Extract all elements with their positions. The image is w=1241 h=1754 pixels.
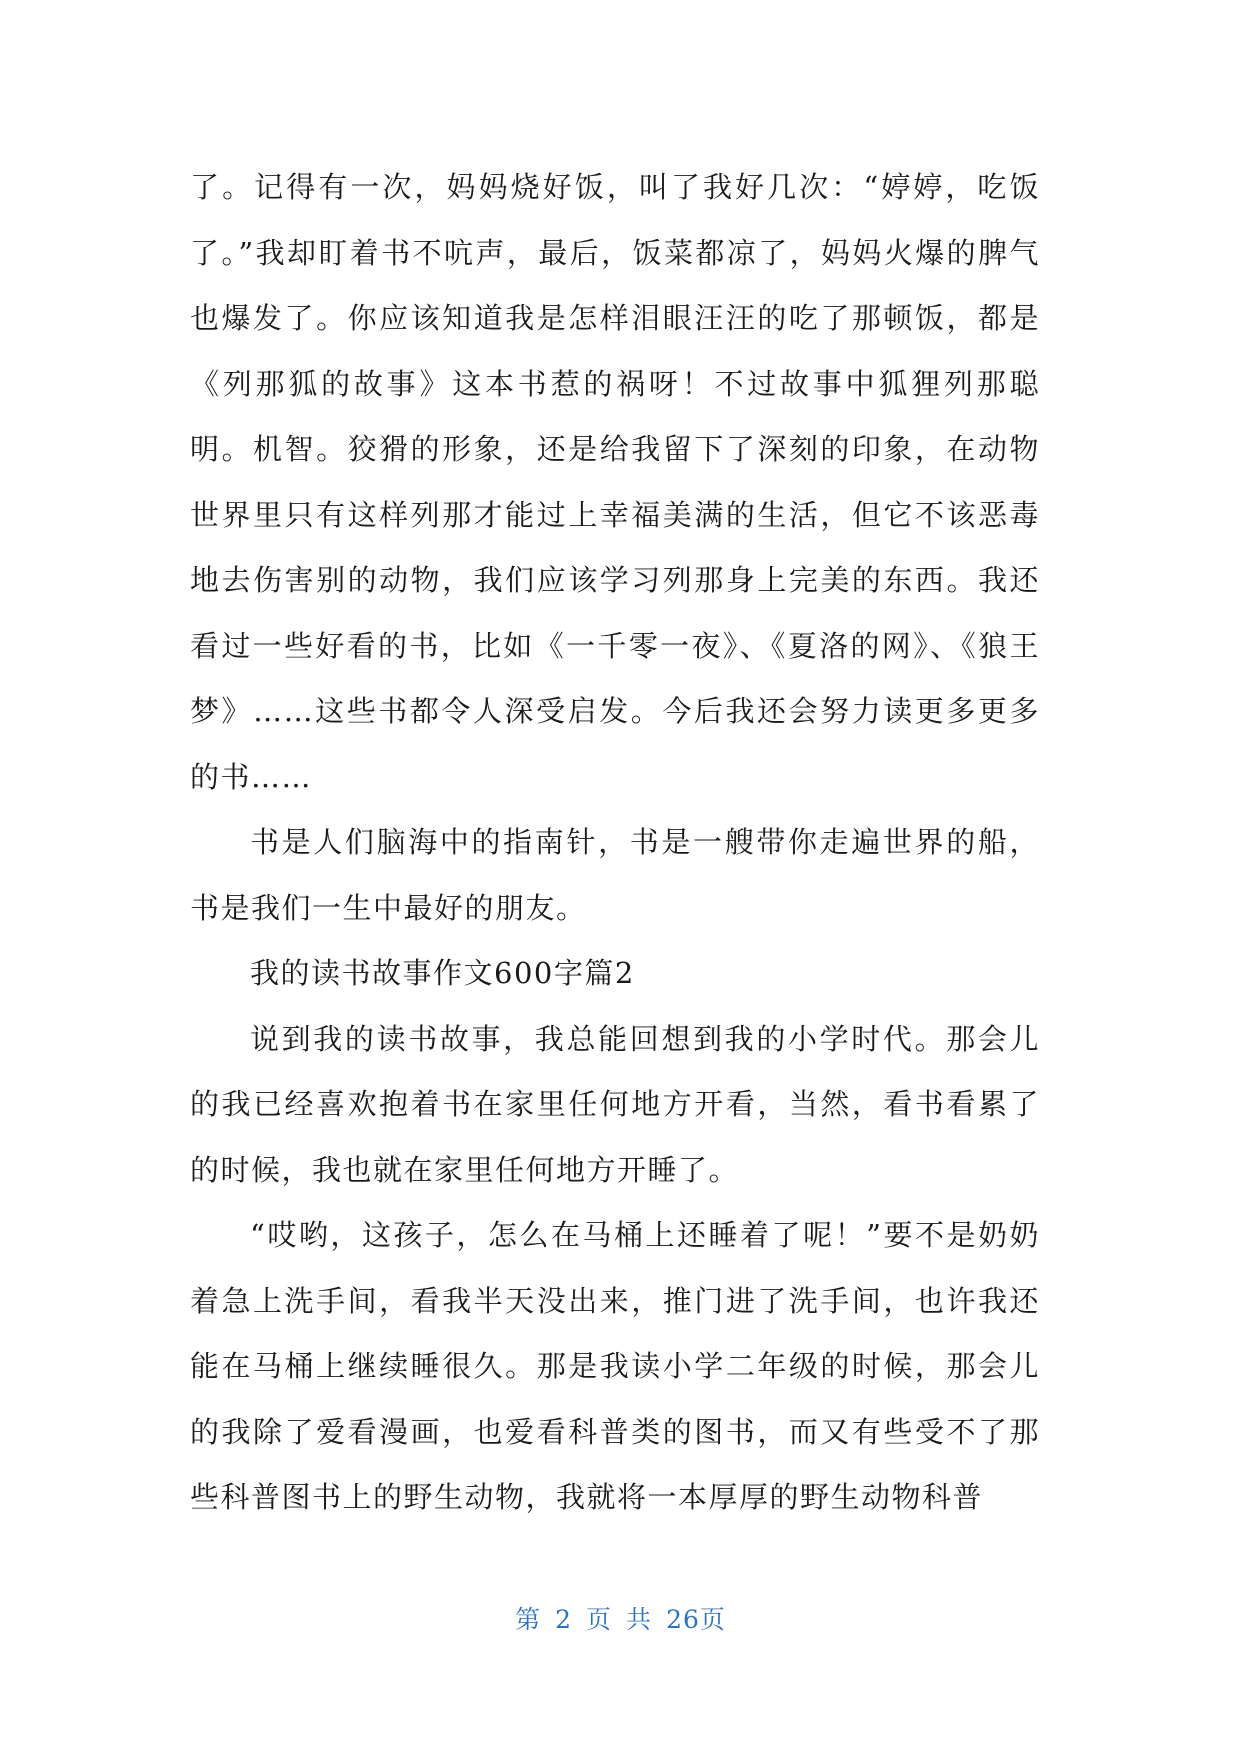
page-footer <box>0 1600 1241 1636</box>
current-page-number: 2 <box>555 1605 573 1634</box>
footer-page-unit: 页 <box>586 1605 613 1634</box>
footer-total-prefix: 共 <box>626 1605 653 1634</box>
footer-prefix: 第 <box>515 1605 542 1634</box>
footer-total-unit: 页 <box>699 1605 726 1634</box>
total-pages-number: 26 <box>666 1605 700 1634</box>
paragraph: 书是人们脑海中的指南针，书是一艘带你走遍世界的船，书是我们一生中最好的朋友。 <box>190 825 1040 925</box>
paragraph: 了。记得有一次，妈妈烧好饭，叫了我好几次：“婷婷，吃饭了。”我却盯着书不吭声，最后，饭菜都凉了，妈妈火爆的脾气也爆发了。你应该知道我是怎样泪眼汪汪的吃了那顿饭，都是《列那狐的故事》这本书惹的祸呀！不过故事中狐狸列那聪明。机智。狡猾的形象，还是给我留下了深刻的印象，在动物世界里只有这样列那才能过上幸福美满的生活，但它不该恶毒地去伤害别的动物，我们应该学习列那身上完美的东西。我还看过一些好看的书，比如《一千零一夜》、《夏洛的网》、《狼王梦》……这些书都令人深受启发。今后我还会努力读更多更多的书…… <box>190 170 1040 794</box>
paragraph: “哎哟，这孩子，怎么在马桶上还睡着了呢！”要不是奶奶着急上洗手间，看我半天没出来，推门进了洗手间，也许我还能在马桶上继续睡很久。那是我读小学二年级的时候，那会儿的我除了爱看漫画，也爱看科普类的图书，而又有些受不了那些科普图书上的野生动物，我就将一本厚厚的野生动物科普 <box>190 1218 1040 1514</box>
document-body <box>190 155 1040 1531</box>
section-heading: 我的读书故事作文600字篇2 <box>250 956 635 990</box>
paragraph: 说到我的读书故事，我总能回想到我的小学时代。那会儿的我已经喜欢抱着书在家里任何地方开看，当然，看书看累了的时候，我也就在家里任何地方开睡了。 <box>190 1021 1040 1187</box>
